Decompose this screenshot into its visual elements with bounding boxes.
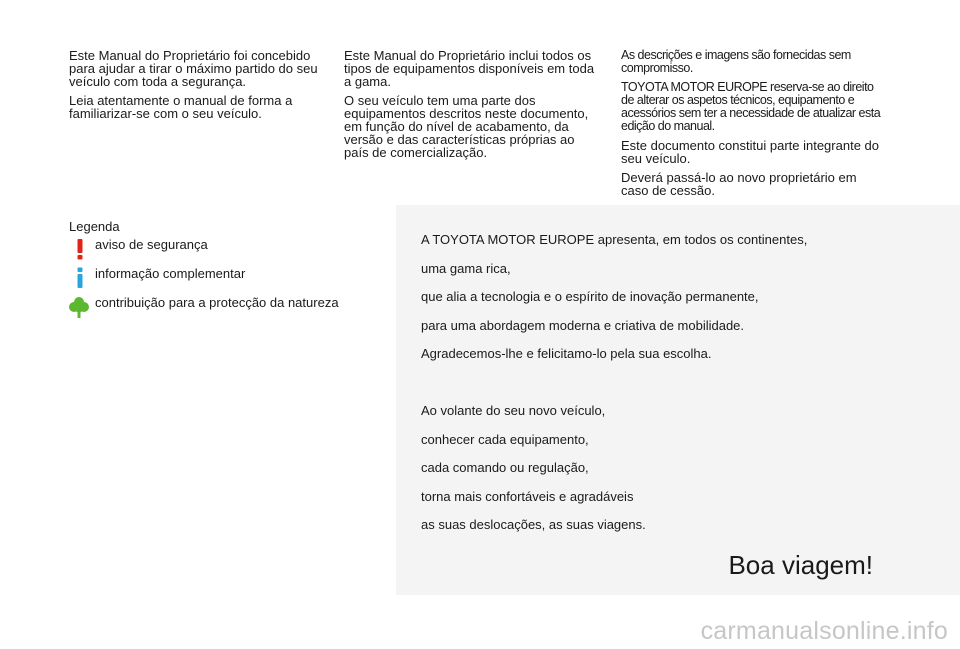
watermark: carmanualsonline.info xyxy=(700,617,948,645)
welcome-line: Agradecemos-lhe e felicitamo-lo pela sua escolha. xyxy=(421,346,712,361)
paragraph: Leia atentamente o manual de forma a familiarizar-se com o seu veículo. xyxy=(69,93,293,121)
welcome-line: torna mais confortáveis e agradáveis xyxy=(421,489,634,504)
welcome-line: A TOYOTA MOTOR EUROPE apresenta, em todos os continentes, xyxy=(421,232,808,247)
welcome-line: cada comando ou regulação, xyxy=(421,460,589,475)
welcome-line: para uma abordagem moderna e criativa de mobilidade. xyxy=(421,318,745,333)
legend-title: Legenda xyxy=(69,219,120,234)
legend-label: contribuição para a protecção da natureza xyxy=(95,295,339,310)
info-icon xyxy=(70,267,90,289)
paragraph: Este Manual do Proprietário foi concebido para ajudar a tirar o máximo partido do seu veículo com toda a segurança. xyxy=(69,48,318,89)
intro-column-2 xyxy=(344,49,599,165)
intro-column-1 xyxy=(69,49,319,126)
paragraph: O seu veículo tem uma parte dos equipamentos descritos neste documento, em função do nível de acabamento, da versão e das características próprias ao país de comercialização. xyxy=(344,93,589,160)
welcome-line: Ao volante do seu novo veículo, xyxy=(421,403,606,418)
welcome-line: que alia a tecnologia e o espírito de inovação permanente, xyxy=(421,289,759,304)
legend-label: aviso de segurança xyxy=(95,237,208,252)
legend-label: informação complementar xyxy=(95,266,246,281)
paragraph: Este Manual do Proprietário inclui todos os tipos de equipamentos disponíveis em toda a gama. xyxy=(344,48,595,89)
paragraph: As descrições e imagens são fornecidas sem compromisso. xyxy=(621,48,851,75)
paragraph: Deverá passá-lo ao novo proprietário em caso de cessão. xyxy=(621,170,857,198)
warning-icon xyxy=(70,238,90,260)
paragraph: Este documento constitui parte integrante do seu veículo. xyxy=(621,138,879,166)
paragraph: TOYOTA MOTOR EUROPE reserva-se ao direito de alterar os aspetos técnicos, equipamento e acessórios sem ter a necessidade de atualizar esta edição do manual. xyxy=(621,80,881,133)
intro-column-3 xyxy=(621,49,886,203)
welcome-panel xyxy=(396,205,960,595)
welcome-line: conhecer cada equipamento, xyxy=(421,432,589,447)
welcome-line: as suas deslocações, as suas viagens. xyxy=(421,517,646,532)
tree-icon xyxy=(69,296,89,318)
welcome-line: uma gama rica, xyxy=(421,261,511,276)
closing-greeting: Boa viagem! xyxy=(728,550,873,580)
